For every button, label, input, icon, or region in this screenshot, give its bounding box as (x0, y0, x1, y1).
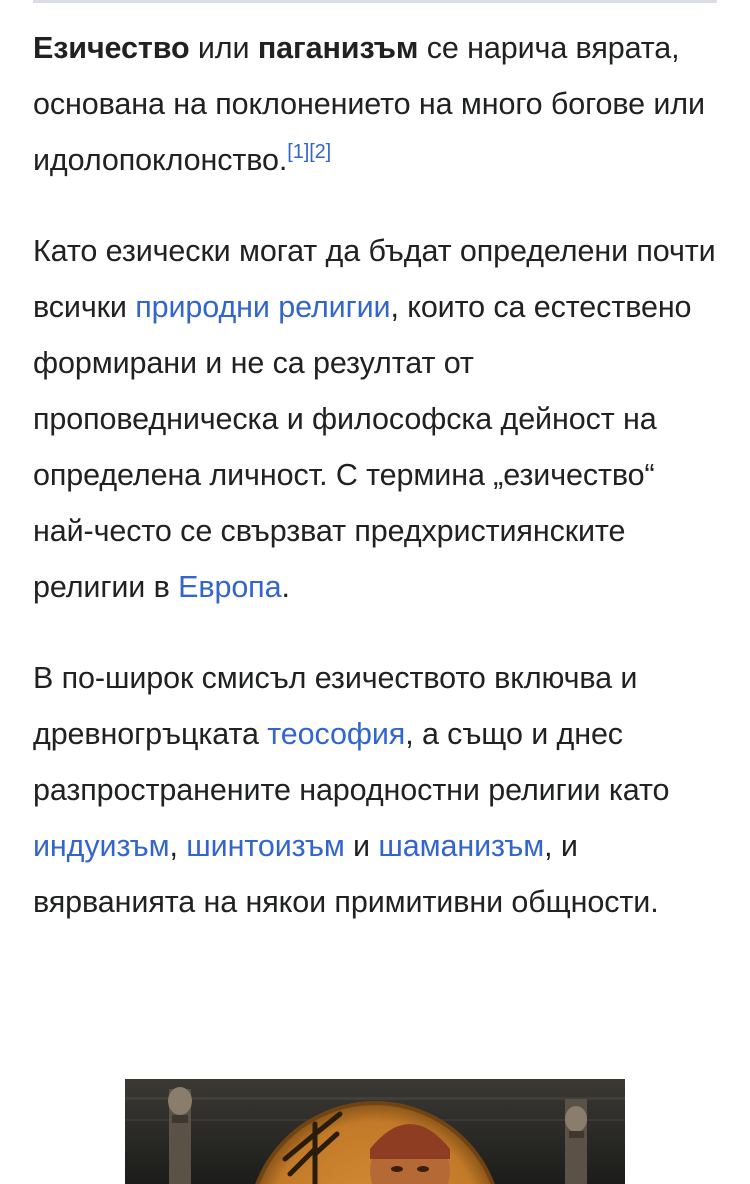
link-evropa[interactable]: Европа (178, 570, 282, 604)
section-divider (33, 0, 717, 3)
term-ezichestvo: Езичество (33, 31, 190, 65)
reference-1-link[interactable]: [1] (287, 141, 310, 163)
pagan-artwork-image (125, 1079, 625, 1184)
intro-paragraph: Езичество или паганизъм се нарича вярата, основана на поклонението на много богове или идолопоклонство.[1][2] (33, 31, 705, 177)
link-shamanizam[interactable]: шаманизъм (378, 829, 545, 863)
reference-2-link[interactable]: [2] (309, 141, 332, 163)
article-body (33, 20, 723, 965)
term-paganizam: паганизъм (257, 31, 419, 65)
link-teosofiya[interactable]: теософия (267, 717, 406, 751)
paragraph-2: Като езически могат да бъдат определени почти всички природни религии, които са естествено формирани и не са резултат от проповедническа и философска дейност на определена личност. С термина „езичество“ най-често се свързват предхристиянските религии в Европа. (33, 234, 716, 604)
link-induizam[interactable]: индуизъм (33, 829, 170, 863)
link-prirodni-religii[interactable]: природни религии (135, 290, 391, 324)
link-shintoizam[interactable]: шинтоизъм (186, 829, 345, 863)
article-image[interactable] (125, 1079, 625, 1184)
paragraph-3: В по-широк смисъл езичеството включва и древногръцката теософия, а също и днес разпространените народностни религии като индуизъм, шинтоизъм и шаманизъм, и вярванията на някои примитивни общности. (33, 661, 670, 919)
